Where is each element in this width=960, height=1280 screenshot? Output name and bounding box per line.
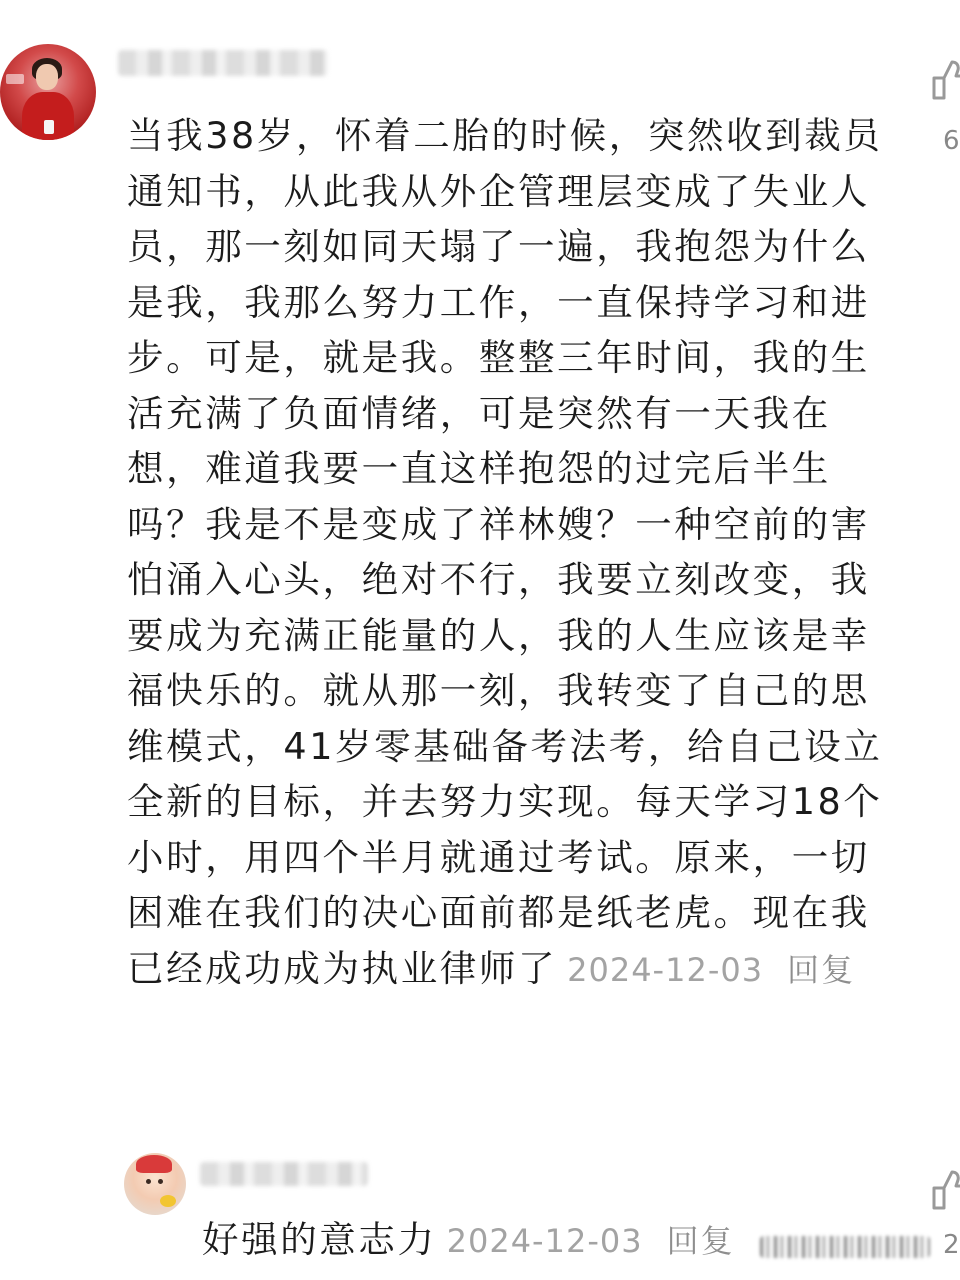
commenter-avatar[interactable] bbox=[124, 1153, 186, 1215]
reply-button[interactable]: 回复 bbox=[666, 1222, 735, 1260]
commenter-username-blurred[interactable] bbox=[200, 1162, 368, 1186]
comment-text-block bbox=[202, 1212, 735, 1269]
like-count: 6 bbox=[943, 126, 960, 156]
like-icon[interactable] bbox=[930, 58, 960, 102]
commenter-avatar[interactable] bbox=[0, 44, 96, 140]
reply-button[interactable]: 回复 bbox=[787, 950, 856, 989]
commenter-username-blurred[interactable] bbox=[118, 50, 328, 76]
like-icon[interactable] bbox=[930, 1168, 960, 1212]
comment-date: 2024-12-03 bbox=[446, 1222, 643, 1260]
comment-text: 当我38岁，怀着二胎的时候，突然收到裁员通知书，从此我从外企管理层变成了失业人员，那一刻如同天塌了一遍，我抱怨为什么是我，我那么努力工作，一直保持学习和进步。可是，就是我。整整三年时间，我的生活充满了负面情绪，可是突然有一天我在想，难道我要一直这样抱怨的过完后半生吗？我是不是变成了祥林嫂？一种空前的害怕涌入心头，绝对不行，我要立刻改变，我要成为充满正能量的人，我的人生应该是幸福快乐的。就从那一刻，我转变了自己的思维模式，41岁零基础备考法考，给自己设立全新的目标，并去努力实现。每天学习18个小时，用四个半月就通过考试。原来，一切困难在我们的决心面前都是纸老虎。现在我已经成功成为执业律师了 bbox=[127, 114, 883, 990]
comment-text: 好强的意志力 bbox=[202, 1218, 437, 1261]
blurred-overlay bbox=[760, 1236, 930, 1258]
comment-text-block bbox=[127, 108, 887, 998]
comment-date: 2024-12-03 bbox=[567, 950, 764, 989]
like-count: 2 bbox=[943, 1230, 960, 1260]
